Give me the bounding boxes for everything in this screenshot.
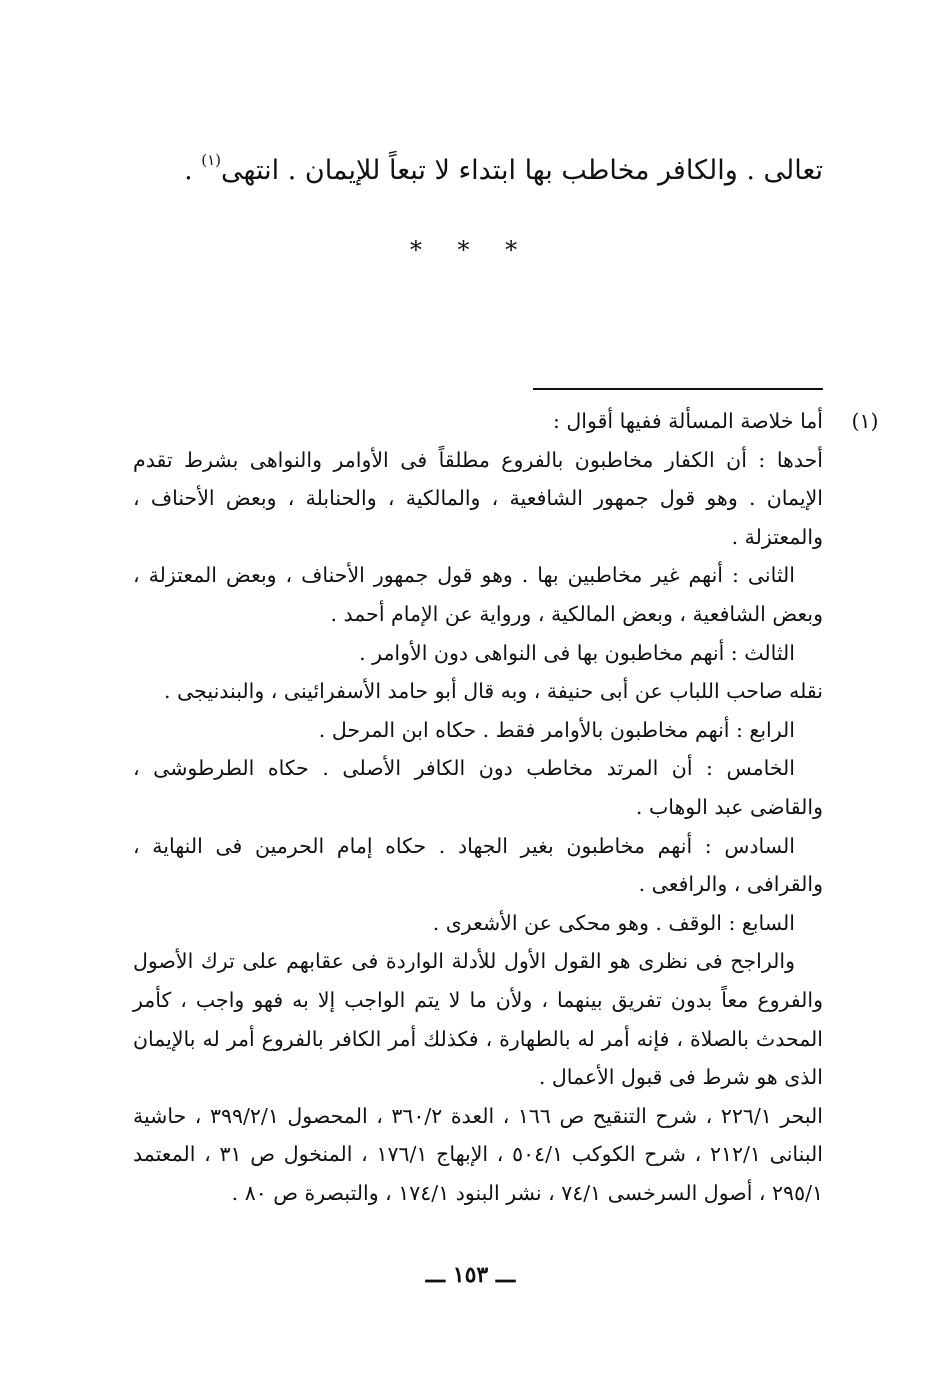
footnote-opinion-5: الخامس : أن المرتد مخاطب دون الكافر الأصلى . حكاه الطرطوشى ، والقاضى عبد الوهاب . (133, 756, 823, 819)
main-text: تعالى . والكافر مخاطب بها ابتداء لا تبعاً للإيمان . انتهى (221, 155, 823, 186)
main-text-line (123, 140, 823, 191)
section-separator: * * * (409, 236, 532, 264)
footnote-opinion-3: الثالث : أنهم مخاطبون بها فى النواهى دون الأوامر . (359, 640, 795, 665)
footnote-references: البحر ٢٢٦/١ ، شرح التنقيح ص ١٦٦ ، العدة ٣٦٠/٢ ، المحصول ٣٩٩/٢/١ ، حاشية البنانى ٢١٢/١ ، شرح الكوكب ٥٠٤/١ ، الإبهاج ١٧٦/١ ، المنخول ص ٣١ ، المعتمد ٢٩٥/١ ، أصول السرخسى ٧٤/١ ، نشر البنود ١٧٤/١ ، والتبصرة ص ٨٠ . (133, 1103, 823, 1205)
footnote-opinion-2: الثانى : أنهم غير مخاطبين بها . وهو قول جمهور الأحناف ، وبعض المعتزلة ، وبعض الشافعية ، وبعض المالكية ، ورواية عن الإمام أحمد . (133, 563, 823, 626)
footnote-block (133, 402, 879, 1212)
footnote-rule (533, 388, 823, 390)
page-number: ـــ ١٥٣ ـــ (425, 1262, 516, 1288)
main-text-end: . (184, 155, 202, 186)
footnote-opinion-3-source: نقله صاحب اللباب عن أبى حنيفة ، وبه قال أبو حامد الأسفرائينى ، والبندنيجى . (164, 679, 823, 704)
footnote-conclusion: والراجح فى نظرى هو القول الأول للأدلة الواردة فى عقابهم على ترك الأصول والفروع معاً بدون تفريق بينهما ، ولأن ما لا يتم الواجب إلا به فهو واجب ، كأمر المحدث بالصلاة ، فإنه أمر له بالطهارة ، فكذلك أمر الكافر بالفروع أمر له بالإيمان الذى هو شرط فى قبول الأعمال . (133, 949, 823, 1090)
footnote-reference[interactable]: (١) (201, 151, 222, 169)
footnote-opinion-7: السابع : الوقف . وهو محكى عن الأشعرى . (432, 910, 795, 935)
footnote-marker: (١) (851, 409, 879, 433)
footnote-opinion-6: السادس : أنهم مخاطبون بغير الجهاد . حكاه إمام الحرمين فى النهاية ، والقرافى ، والرافعى . (133, 833, 823, 897)
footnote-opinion-1: أحدها : أن الكفار مخاطبون بالفروع مطلقاً فى الأوامر والنواهى بشرط تقدم الإيمان . وهو قول جمهور الشافعية ، والمالكية ، والحنابلة ، وبعض الأحناف ، والمعتزلة . (133, 447, 823, 549)
footnote-intro: أما خلاصة المسألة ففيها أقوال : (552, 409, 823, 433)
footnote-opinion-4: الرابع : أنهم مخاطبون بالأوامر فقط . حكاه ابن المرحل . (318, 717, 795, 742)
